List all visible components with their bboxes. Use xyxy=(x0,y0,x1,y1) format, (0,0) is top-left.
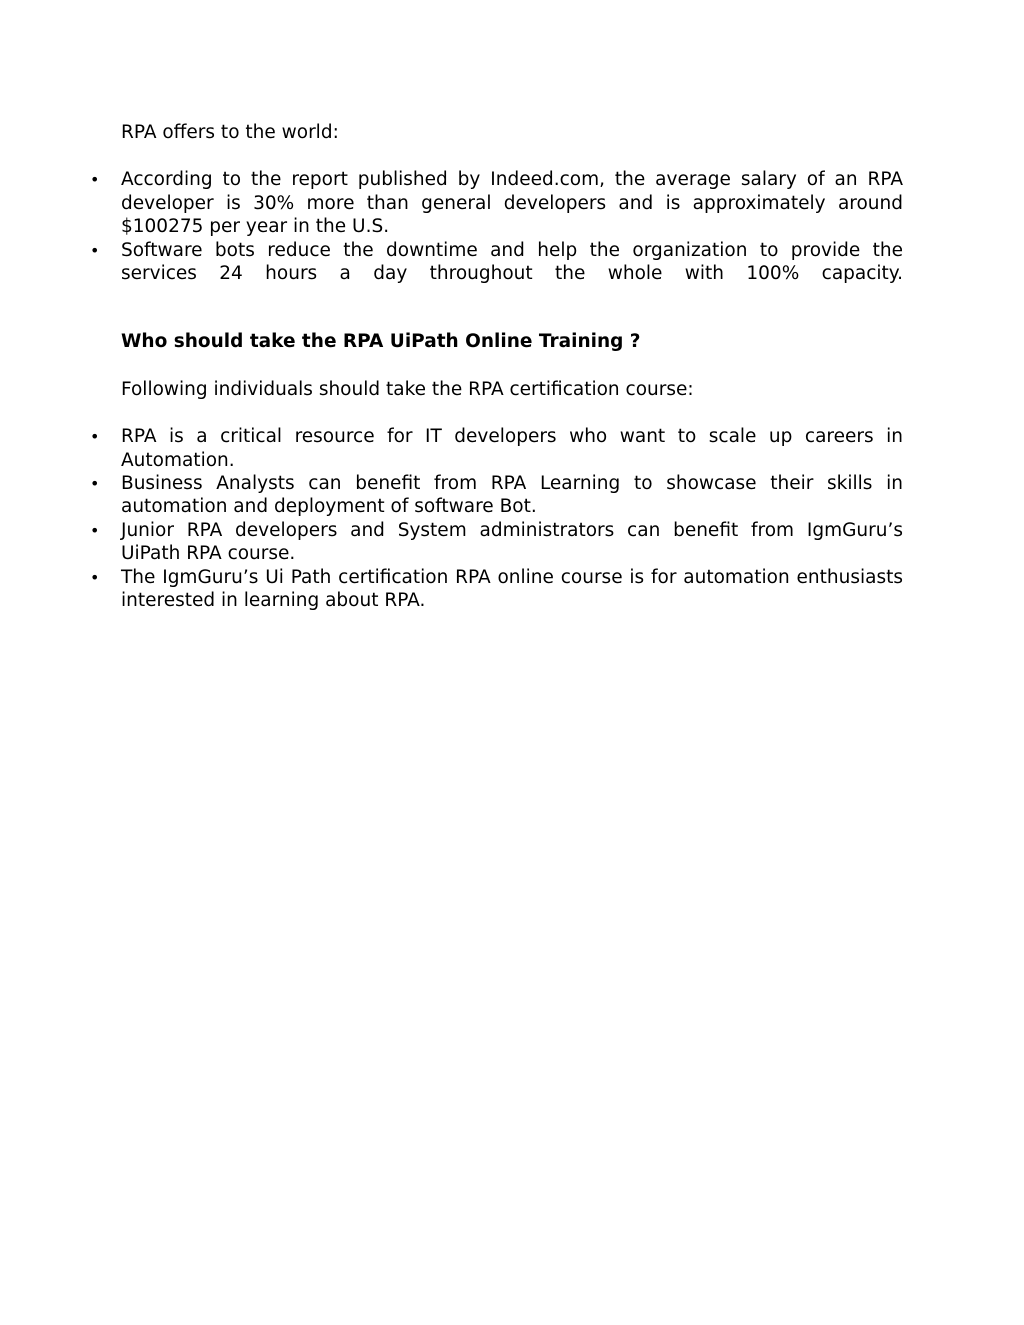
list-item-text: Junior RPA developers and System administrators can benefit from IgmGuru’s UiPath RPA course. xyxy=(121,519,903,565)
section-heading: Who should take the RPA UiPath Online Training ? xyxy=(121,331,641,353)
list-item xyxy=(121,519,903,566)
list-item xyxy=(121,472,903,519)
document-body xyxy=(121,121,903,613)
list-item xyxy=(121,425,903,472)
bullet-icon xyxy=(90,472,100,495)
list-item-text: Software bots reduce the downtime and help the organization to provide the services 24 hours a day throughout the whole with 100% capacity. xyxy=(121,239,903,285)
bullet-icon xyxy=(90,566,100,589)
list-item xyxy=(121,566,903,613)
audience-list xyxy=(121,425,903,612)
benefits-list xyxy=(121,168,903,285)
list-item-text: The IgmGuru’s Ui Path certification RPA online course is for automation enthusiasts interested in learning about RPA. xyxy=(121,566,903,612)
spacer xyxy=(121,285,903,330)
bullet-icon xyxy=(90,168,100,191)
list-item-text: Business Analysts can benefit from RPA Learning to showcase their skills in automation and deployment of software Bot. xyxy=(121,473,903,518)
bullet-icon xyxy=(90,425,100,448)
intro-text: RPA offers to the world: xyxy=(121,122,339,143)
spacer xyxy=(121,401,903,425)
bullet-icon xyxy=(90,239,100,262)
spacer xyxy=(121,144,903,168)
list-item xyxy=(121,239,903,286)
bullet-icon xyxy=(90,519,100,542)
list-item-text: According to the report published by Indeed.com, the average salary of an RPA developer is 30% more than general developers and is approximately around $100275 per year in the U.S. xyxy=(121,169,903,238)
spacer xyxy=(121,354,903,378)
list-item xyxy=(121,168,903,238)
list-item-text: RPA is a critical resource for IT developers who want to scale up careers in Automation. xyxy=(121,426,903,471)
section-intro: Following individuals should take the RPA certification course: xyxy=(121,378,694,400)
